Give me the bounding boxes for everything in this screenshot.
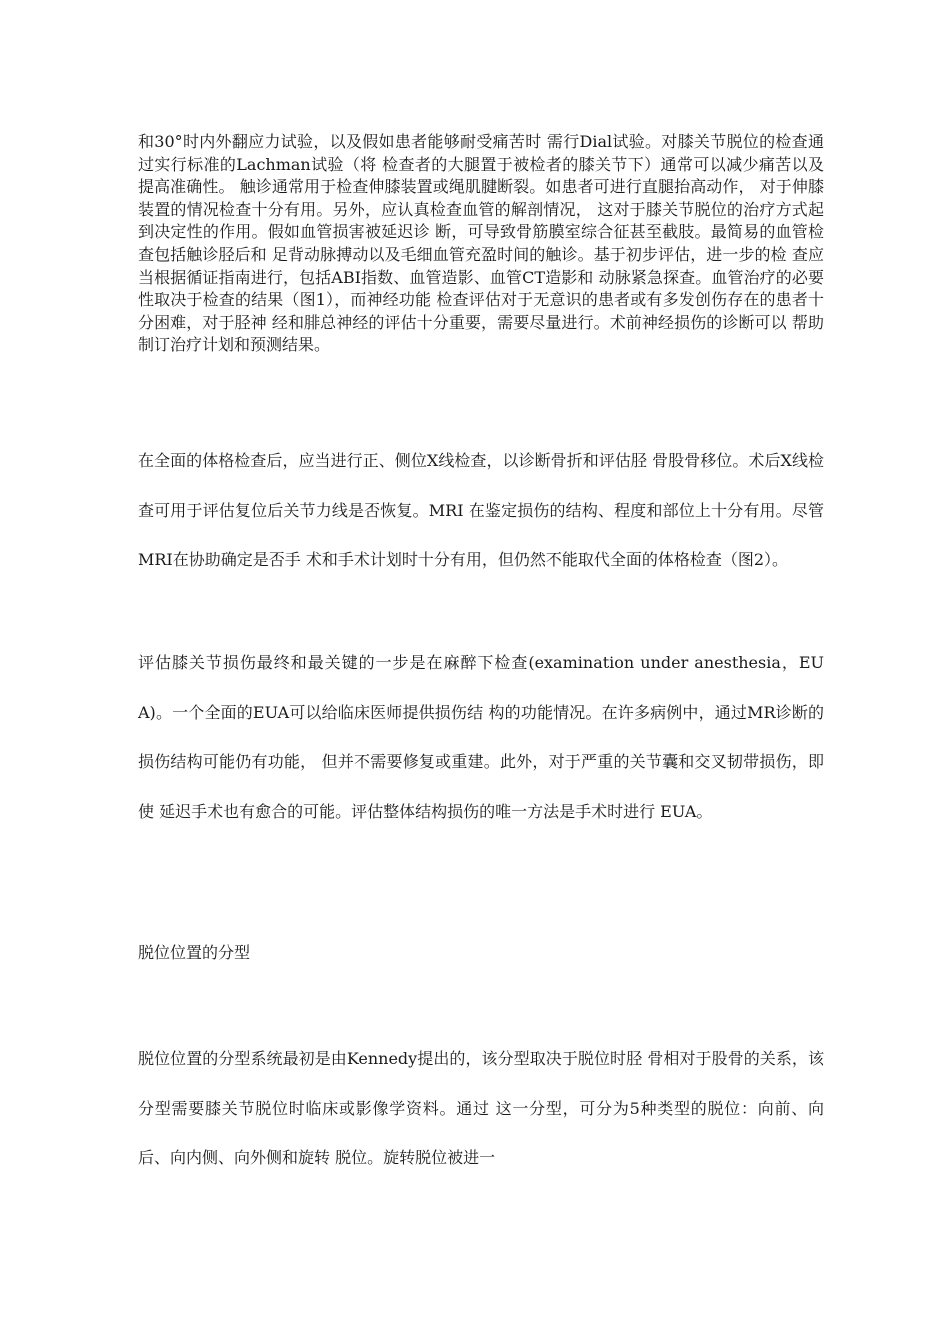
paragraph-eua: 评估膝关节损伤最终和最关键的一步是在麻醉下检查(examination under anesthesia，EUA)。一个全面的EUA可以给临床医师提供损伤结 构的功能情况。在许多病例中，通过MR诊断的损伤结构可能仍有功能， 但并不需要修复或重建。此外，对于严重的关节囊和交叉韧带损伤，即使 延迟手术也有愈合的可能。评估整体结构损伤的唯一方法是手术时进行 EUA。 [138, 653, 824, 821]
section-heading: 脱位位置的分型 [138, 943, 251, 962]
paragraph-imaging: 在全面的体格检查后，应当进行正、侧位X线检查，以诊断骨折和评估胫 骨股骨移位。术后X线检查可用于评估复位后关节力线是否恢复。MRI 在鉴定损伤的结构、程度和部位上十分有用。尽管MRI在协助确定是否手 术和手术计划时十分有用，但仍然不能取代全面的体格检查（图2）。 [138, 451, 824, 569]
paragraph-physical-exam: 和30°时内外翻应力试验，以及假如患者能够耐受痛苦时 需行Dial试验。对膝关节脱位的检查通过实行标准的Lachman试验（将 检查者的大腿置于被检者的膝关节下）通常可以减少痛苦以及提高准确性。 触诊通常用于检查伸膝装置或绳肌腱断裂。如患者可进行直腿抬高动作， 对于伸膝装置的情况检查十分有用。另外，应认真检查血管的解剖情况， 这对于膝关节脱位的治疗方式起到决定性的作用。假如血管损害被延迟诊 断，可导致骨筋膜室综合征甚至截肢。最简易的血管检查包括触诊胫后和 足背动脉搏动以及毛细血管充盈时间的触诊。基于初步评估，进一步的检 查应当根据循证指南进行，包括ABI指数、血管造影、血管CT造影和 动脉紧急探查。血管治疗的必要性取决于检查的结果（图1），而神经功能 检查评估对于无意识的患者或有多发创伤存在的患者十分困难，对于胫神 经和腓总神经的评估十分重要，需要尽量进行。术前神经损伤的诊断可以 帮助制订治疗计划和预测结果。 [138, 132, 824, 355]
paragraph-classification: 脱位位置的分型系统最初是由Kennedy提出的，该分型取决于脱位时胫 骨相对于股骨的关系，该分型需要膝关节脱位时临床或影像学资料。通过 这一分型，可分为5种类型的脱位：向前、向后、向内侧、向外侧和旋转 脱位。旋转脱位被进一 [138, 1049, 824, 1167]
